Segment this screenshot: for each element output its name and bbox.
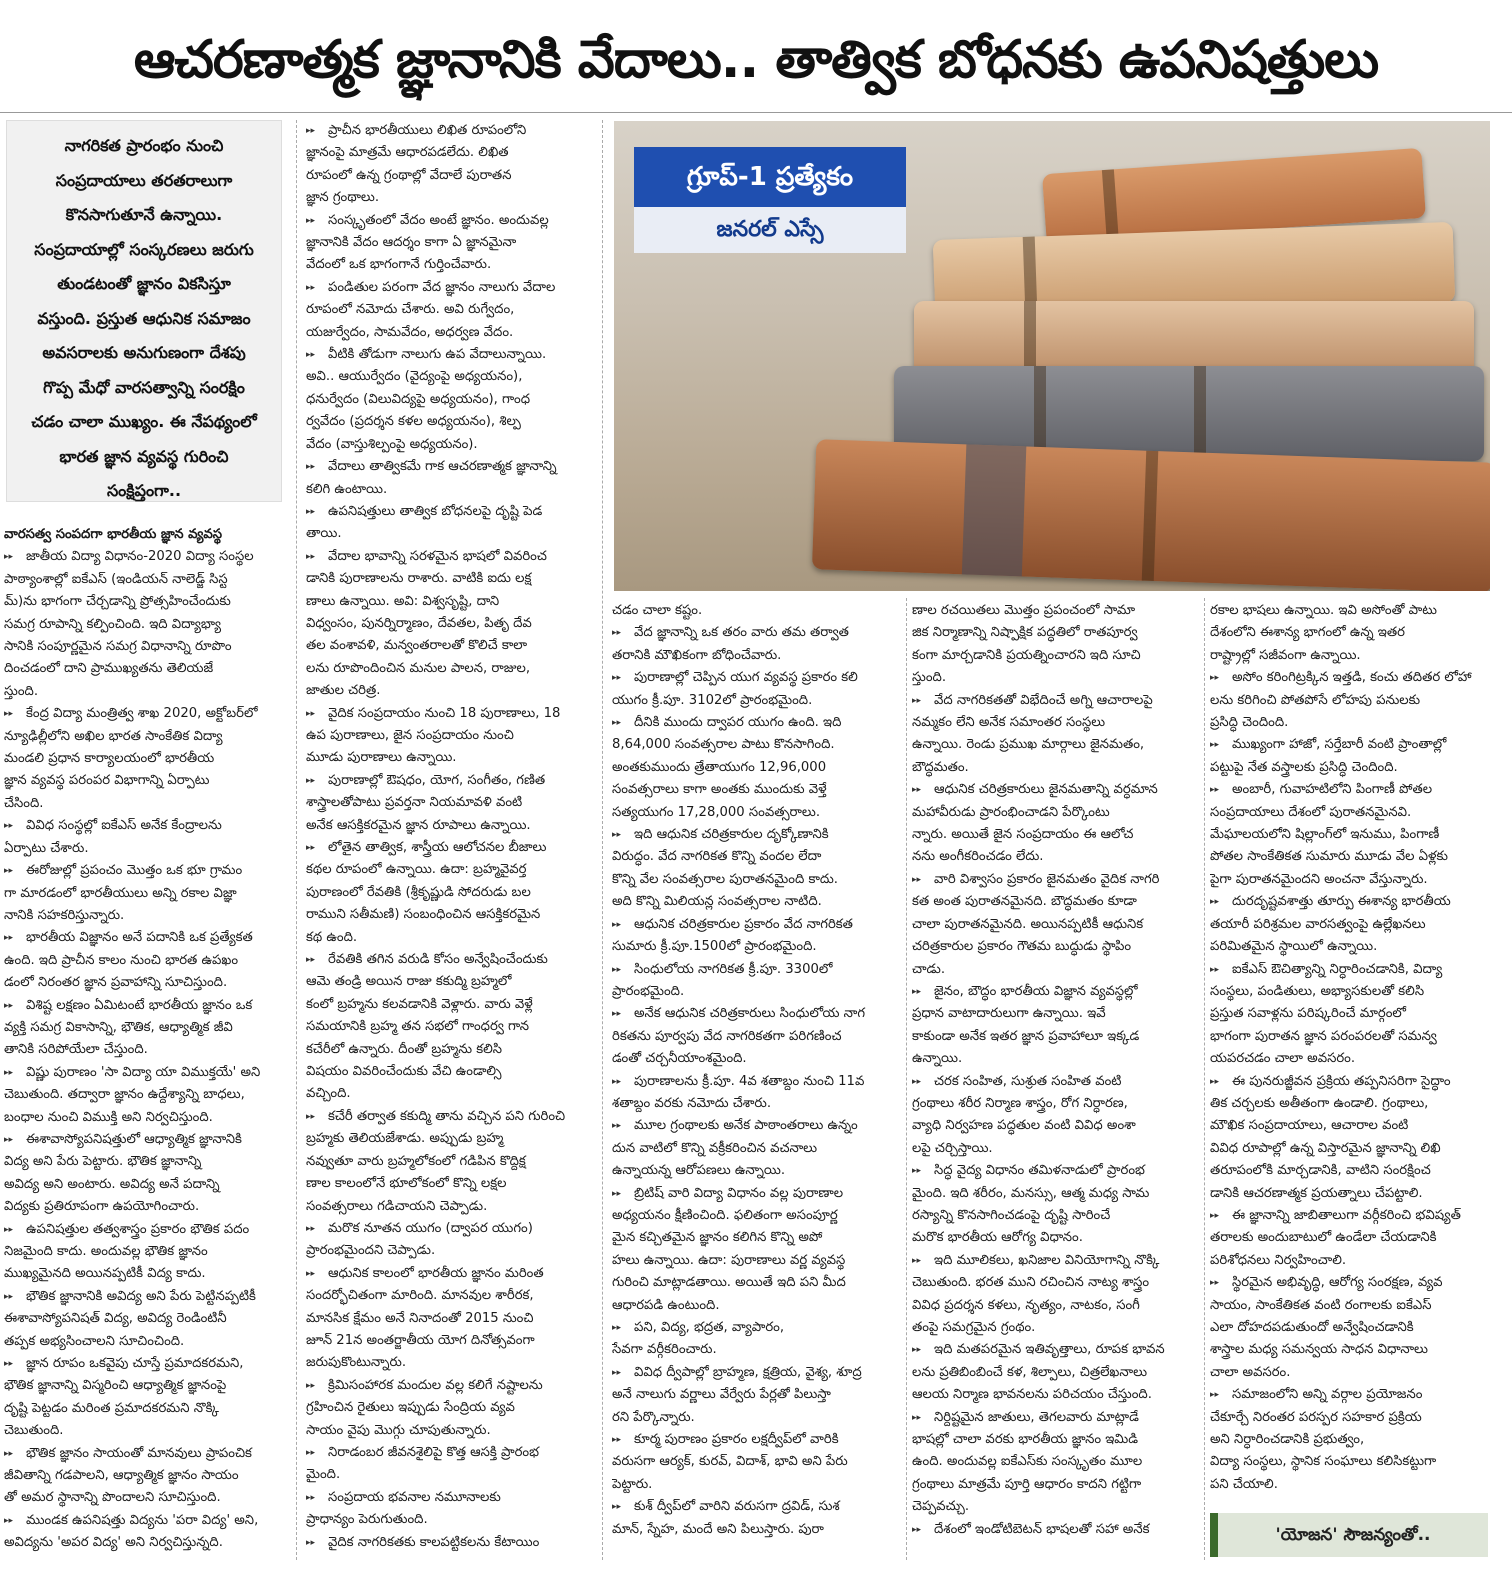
text-line: ▸▸ స్థిరమైన అభివృద్ధి, ఆరోగ్య సంరక్షణ, వ్యవ xyxy=(1210,1272,1494,1294)
intro-line: సంప్రదాయాల్లో సంస్కరణలు జరుగు xyxy=(34,239,254,259)
text-line: ▸▸ ఇది ఆధునిక చరిత్రకారుల దృక్కోణానికి xyxy=(612,824,900,846)
text-line: చాలా పురాతనమైనది. అయినప్పటికీ ఆధునిక xyxy=(912,916,1144,932)
text-line: ▸▸ దేశంలో ఇండోటిబెటన్ భాషలతో సహా అనేక xyxy=(912,1519,1198,1541)
text-line: చెప్పవచ్చు. xyxy=(912,1499,970,1515)
text-line: ప్రాధాన్యం పెరుగుతుంది. xyxy=(306,1512,428,1528)
text-line: గ్రహించిన రైతులు ఇప్పుడు సేంద్రియ వ్యవ xyxy=(306,1400,515,1416)
text-line: డానికి ఆచరణాత్మక ప్రయత్నాలు చేపట్టాలి. xyxy=(1210,1185,1423,1201)
text-line: ▸▸ చరక సంహిత, సుశ్రుత సంహిత వంటి xyxy=(912,1071,1198,1093)
text-line: రాష్ట్రాల్లో సజీవంగా ఉన్నాయి. xyxy=(1210,647,1361,663)
text-line: విషయం వివరించేందుకు వేచి ఉండాల్సి xyxy=(306,1064,502,1080)
text-line: జ్ఞానానికి వేదం ఆదర్శం కాగా ఏ జ్ఞానమైనా xyxy=(306,235,517,251)
text-line: నిజమైంది కాదు. అందువల్ల భౌతిక జ్ఞానం xyxy=(4,1244,208,1259)
text-line: దృష్టి పెట్టడం మరింత ప్రమాదకరమని నొక్కి xyxy=(4,1400,219,1416)
text-line: ▸▸ పండితుల పరంగా వేద జ్ఞానం నాలుగు వేదాల xyxy=(306,277,594,299)
text-line: ▸▸ ఈరోజుల్లో ప్రపంచం మొత్తం ఒక భూ గ్రామం xyxy=(4,860,290,882)
text-line: గా మారడంలో భారతీయులు అన్ని రకాల విజ్ఞా xyxy=(4,885,237,901)
text-line: భౌతిక జ్ఞానాన్ని విస్మరించి ఆధ్యాత్మిక జ్ఞానంపై xyxy=(4,1378,227,1394)
text-line: ప్రారంభమైంది. xyxy=(612,983,685,999)
column-divider xyxy=(1204,598,1205,1560)
text-line: మూడు పురాణాలు ఉన్నాయి. xyxy=(306,750,457,766)
text-line: ▸▸ కుశ్ ద్వీప్‌లో వారిని వరుసగా ద్రవిడ్, సుశ xyxy=(612,1496,900,1518)
text-line: స్తుంది. xyxy=(4,683,39,699)
section-tag xyxy=(634,147,906,253)
text-line: కథ ఉంది. xyxy=(306,929,358,945)
text-line: మహావీరుడు ప్రారంభించాడని పేర్కొంటు xyxy=(912,804,1110,820)
intro-line: చడం చాలా ముఖ్యం. ఈ నేపథ్యంలో xyxy=(31,412,257,431)
text-line: జూన్ 21న అంతర్జాతీయ యోగ దినోత్సవంగా xyxy=(306,1332,535,1348)
text-line: ▸▸ ఉపనిషత్తుల తత్వశాస్త్రం ప్రకారం భౌతిక పదం xyxy=(4,1219,290,1241)
text-line: తాయి. xyxy=(306,526,342,542)
text-line: ▸▸ పురాణాల్లో చెప్పిన యుగ వ్యవస్థ ప్రకారం కలి xyxy=(612,667,900,689)
text-line: మ్)ను భాగంగా చేర్చడాన్ని ప్రోత్సహించేందుకు xyxy=(4,594,231,610)
text-line: లపై చర్చిస్తాయి. xyxy=(912,1140,993,1156)
text-line: మైంది. xyxy=(306,1467,341,1483)
text-line: కొన్ని వేల సంవత్సరాల పురాతనమైంది కాదు. xyxy=(612,871,838,887)
text-line: వివిధ రూపాల్లో ఉన్న విస్తారమైన జ్ఞానాన్ని లిఖి xyxy=(1210,1140,1441,1156)
text-line: ప్రధాన వాటాదారులుగా ఉన్నాయి. ఇవే xyxy=(912,1006,1106,1022)
text-line: బంధాల నుంచి విముక్తి అని నిర్వచిస్తుంది. xyxy=(4,1109,213,1125)
text-line: సాయం, సాంకేతికత వంటి రంగాలకు ఐకేఎస్ xyxy=(1210,1297,1432,1313)
text-line: సుమారు క్రీ.పూ.1500లో ప్రారంభమైంది. xyxy=(612,939,817,955)
text-line: భాగంగా పురాతన జ్ఞాన పరంపరలతో సమన్వ xyxy=(1210,1028,1437,1044)
text-line: వేదం (వాస్తుశిల్పంపై అధ్యయనం). xyxy=(306,436,478,452)
text-line: ▸▸ ముఖ్యంగా హాజో, సర్తేబారీ వంటి ప్రాంతాల్లో xyxy=(1210,734,1494,756)
text-line: పట్టుపై నేత వస్త్రాలకు ప్రసిద్ధి చెందింది. xyxy=(1210,759,1398,775)
text-line: ణాల రచయితలు మొత్తం ప్రపంచంలో సామా xyxy=(912,603,1136,618)
text-line: తిక చర్చలకు అతీతంగా ఉండాలి. గ్రంథాలు, xyxy=(1210,1095,1429,1111)
text-line: చెబుతుంది. తద్వారా జ్ఞానం ఉద్దేశ్యాన్ని బాధలు, xyxy=(4,1087,245,1103)
credit-box: 'యోజన' సౌజన్యంతో.. xyxy=(1210,1513,1488,1557)
text-line: ▸▸ సింధులోయ నాగరికత క్రీ.పూ. 3300లో xyxy=(612,959,900,981)
text-line: శతాబ్దం వరకు నమోదు చేశారు. xyxy=(612,1095,772,1111)
text-line: తానికి సరిపోయేలా చేస్తుంది. xyxy=(4,1042,148,1058)
text-line: అవి.. ఆయుర్వేదం (వైద్యంపై అధ్యయనం), xyxy=(306,369,523,385)
book xyxy=(812,439,1490,591)
text-line: తరాలకు అందుబాటులో ఉండేలా చేయడానికి xyxy=(1210,1230,1437,1246)
text-line: జ్ఞానంపై మాత్రమే ఆధారపడలేదు. లిఖిత xyxy=(306,145,509,161)
subheading: వారసత్వ సంపదగా భారతీయ జ్ఞాన వ్యవస్థ xyxy=(4,527,223,542)
text-line: జాతుల చరిత్ర. xyxy=(306,683,381,699)
intro-line: అవసరాలకు అనుగుణంగా దేశపు xyxy=(42,343,246,362)
text-line: ▸▸ వేద నాగరికతతో విభేదించే అగ్ని ఆచారాలపై xyxy=(912,690,1198,712)
text-line: ఆధారపడి ఉంటుంది. xyxy=(612,1297,720,1313)
text-line: ▸▸ ప్రాచీన భారతీయులు లిఖిత రూపంలోని xyxy=(306,120,594,142)
text-line: తప్పక అభ్యసించాలని సూచించింది. xyxy=(4,1333,185,1349)
text-line: వచ్చింది. xyxy=(306,1086,351,1102)
text-line: రూపంలో ఉన్న గ్రంథాల్లో వేదాలే పురాతన xyxy=(306,167,512,183)
text-line: కాకుండా అనేక ఇతర జ్ఞాన ప్రవాహాలూ ఇక్కడ xyxy=(912,1028,1140,1044)
tag-title: గ్రూప్-1 ప్రత్యేకం xyxy=(634,147,906,207)
intro-line: సంక్షిప్తంగా.. xyxy=(106,481,182,500)
text-line: ▸▸ లోతైన తాత్విక, శాస్త్రీయ ఆలోచనల బీజాలు xyxy=(306,837,594,859)
text-line: సంవత్సరాలు గడిచాయని చెప్పాడు. xyxy=(306,1198,488,1214)
text-line: రకాల భాషలు ఉన్నాయి. ఇవి అసోంతో పాటు xyxy=(1210,603,1437,618)
text-line: విద్య అని పేరు పెట్టారు. భౌతిక జ్ఞానాన్ని xyxy=(4,1154,202,1170)
text-line: పని చేయాలి. xyxy=(1210,1476,1278,1492)
text-line: గురించి మాట్లాడతాయి. అయితే ఇది పని మీద xyxy=(612,1275,846,1291)
text-line: గ్రంథాలు మాత్రమే పూర్తి ఆధారం కాదని గట్టిగా xyxy=(912,1476,1142,1492)
intro-box xyxy=(6,120,282,502)
text-line: పెట్టారు. xyxy=(612,1476,653,1492)
text-line: ఎలా దోహదపడుతుందో అన్వేషించడానికి xyxy=(1210,1320,1414,1335)
text-line: వ్యక్తి సమగ్ర వికాసాన్ని, భౌతిక, ఆధ్యాత్మిక జీవి xyxy=(4,1019,233,1035)
text-line: కంగా మార్చడానికి ప్రయత్నించారని ఇది సూచి xyxy=(912,647,1141,663)
text-line: ▸▸ ముండక ఉపనిషత్తు విద్యను 'పరా విద్య' అని, xyxy=(4,1510,290,1532)
text-line: ర్వవేదం (ప్రదర్శన కళల అధ్యయనం), శిల్ప xyxy=(306,414,521,430)
text-line: ప్రారంభమైందని చెప్పాడు. xyxy=(306,1243,436,1259)
text-line: ఉంది. ఇది ప్రాచీన కాలం నుంచి భారత ఉపఖం xyxy=(4,952,239,968)
text-line: పోతల సాంకేతికత సుమారు మూడు వేల ఏళ్లకు xyxy=(1210,849,1448,865)
text-line: ప్రస్తుత సవాళ్లను పరిష్కరించే మార్గంలో xyxy=(1210,1006,1406,1022)
headline: ఆచరణాత్మక జ్ఞానానికి వేదాలు.. తాత్విక బోధనకు ఉపనిషత్తులు xyxy=(133,30,1379,90)
text-line: ▸▸ వేదాల భావాన్ని సరళమైన భాషలో వివరించ xyxy=(306,546,594,568)
text-line: సమగ్ర రూపాన్ని కల్పించింది. ఇది విద్యాభ్యా xyxy=(4,616,222,632)
text-line: డానికి పురాణాలను రాశారు. వాటికి ఐదు లక్ష xyxy=(306,571,532,587)
intro-line: కొనసాగుతూనే ఉన్నాయి. xyxy=(65,205,223,224)
text-line: నవ్వుతూ వారు బ్రహ్మలోకంలో గడిపిన కొద్దిక్ష xyxy=(306,1153,526,1169)
text-line: మరొక భారతీయ ఆరోగ్య విధానం. xyxy=(912,1230,1083,1246)
text-line: కలిగి ఉంటాయి. xyxy=(306,481,388,497)
text-line: జరుపుకొంటున్నారు. xyxy=(306,1355,407,1371)
text-line: ఉన్నాయి. xyxy=(912,1051,963,1067)
intro-line: తుండటంతో జ్ఞానం వికసిస్తూ xyxy=(57,274,231,293)
text-line: సేవగా వర్గీకరించారు. xyxy=(612,1342,717,1358)
text-line: ▸▸ అసోం కరింగిట్రక్కిన ఇత్తడి, కంచు తదితర లోహా xyxy=(1210,667,1494,689)
text-line: ఉప పురాణాలు, జైన సంప్రదాయం నుంచి xyxy=(306,727,514,743)
text-line: ▸▸ వారి విశ్వాసం ప్రకారం జైనమతం వైదిక నాగరి xyxy=(912,869,1198,891)
text-line: సానికి సంపూర్ణమైన సమగ్ర విధానాన్ని రూపొం xyxy=(4,639,232,655)
text-line: అని నిర్ధారించడానికి ప్రభుత్వం, xyxy=(1210,1432,1365,1448)
text-line: ▸▸ విశిష్ట లక్షణం ఏమిటంటే భారతీయ జ్ఞానం ఒక xyxy=(4,995,290,1017)
text-line: దేశంలోని ఈశాన్య భాగంలో ఉన్న ఇతర xyxy=(1210,625,1405,641)
text-line: పైగా పురాతనమైందని అంచనా వేస్తున్నారు. xyxy=(1210,871,1428,887)
text-line: ▸▸ భౌతిక జ్ఞానానికి అవిద్య అని పేరు పెట్టినప్పటికీ xyxy=(4,1286,290,1308)
text-line: ▸▸ మూల గ్రంథాలకు అనేక పాఠాంతరాలు ఉన్నం xyxy=(612,1115,900,1137)
text-line: ▸▸ సంస్కృతంలో వేదం అంటే జ్ఞానం. అందువల్ల xyxy=(306,210,594,232)
text-line: అనే నాలుగు వర్ణాలు వేర్వేరు పేర్లతో పిలుస్తా xyxy=(612,1387,831,1403)
text-line: ▸▸ ఐకేఎస్ ఔచిత్యాన్ని నిర్ధారించడానికి, విద్యా xyxy=(1210,959,1494,981)
text-line: రూపంలో నమోదు చేశారు. అవి రుగ్వేదం, xyxy=(306,302,515,318)
text-line: నమ్మకం లేని అనేక సమాంతర సంస్థలు xyxy=(912,715,1106,731)
text-column-1 xyxy=(4,524,290,1564)
text-line: కథల రూపంలో ఉన్నాయి. ఉదా: బ్రహ్మవైవర్త xyxy=(306,862,527,878)
text-line: డంతో చర్చనీయాంశమైంది. xyxy=(612,1051,747,1067)
text-line: 8,64,000 సంవత్సరాల పాటు కొనసాగింది. xyxy=(612,737,835,753)
text-line: అది కొన్ని మిలియన్ల సంవత్సరాల నాటిది. xyxy=(612,894,822,910)
headline-rule xyxy=(0,112,1512,113)
text-line: మానసిక క్షేమం అనే నినాదంతో 2015 నుంచి xyxy=(306,1310,534,1326)
text-column-3 xyxy=(612,600,900,1564)
text-line: రస్యాన్ని కొనసాగించడంపై దృష్టి సారించే xyxy=(912,1207,1111,1223)
text-line: అంతకుముందు త్రేతాయుగం 12,96,000 xyxy=(612,759,827,775)
column-divider xyxy=(296,120,297,1560)
text-line: ▸▸ జాతీయ విద్యా విధానం-2020 విద్యా సంస్థల xyxy=(4,546,290,568)
text-line: గ్రంథాలు శరీర నిర్మాణ శాస్త్రం, రోగ నిర్ధారణ, xyxy=(912,1095,1128,1111)
text-line: ▸▸ కచేరీ తర్వాత కకుద్మి తాను వచ్చిన పని గురించి xyxy=(306,1106,594,1128)
text-line: చేకూర్చే నిరంతర పరస్పర సహకార ప్రక్రియ xyxy=(1210,1409,1422,1425)
text-line: ▸▸ వేదాలు తాత్వికమే గాక ఆచరణాత్మక జ్ఞానాన్ని xyxy=(306,456,594,478)
text-line: సాయం వైపు మొగ్గు చూపుతున్నారు. xyxy=(306,1422,491,1438)
text-line: కంలో బ్రహ్మను కలవడానికి వెళ్లారు. వారు వెళ్లే xyxy=(306,996,533,1012)
text-line: అధ్యయనం క్షీణించింది. ఫలితంగా అసంపూర్ణ xyxy=(612,1207,838,1223)
text-line: ఈశావాస్యోపనిషత్ విద్య, అవిద్య రెండింటినీ xyxy=(4,1311,227,1327)
text-line: చడం చాలా కష్టం. xyxy=(612,603,703,618)
text-line: లను కరిగించి పోతపోసే లోహపు పనులకు xyxy=(1210,692,1421,708)
intro-line: భారత జ్ఞాన వ్యవస్థ గురించి xyxy=(59,446,229,466)
text-line: చెబుతుంది. xyxy=(4,1423,64,1439)
text-line: ఉంది. అందువల్ల ఐకేఎస్‌కు సంస్కృతం మూల xyxy=(912,1454,1143,1470)
text-column-2 xyxy=(306,120,594,1564)
text-line: దించడంలో దాని ప్రాముఖ్యతను తెలియజే xyxy=(4,661,214,677)
text-line: సంస్థలు, పండితులు, అభ్యాసకులతో కలిసి xyxy=(1210,983,1425,999)
text-line: ▸▸ దీనికి ముందు ద్వాపర యుగం ఉంది. ఇది xyxy=(612,712,900,734)
text-line: తరానికి మౌఖికంగా బోధించేవారు. xyxy=(612,647,782,663)
text-line: నను అంగీకరించడం లేదు. xyxy=(912,849,1044,865)
text-line: ధనుర్వేదం (విలువిద్యపై అధ్యయనం), గాంధ xyxy=(306,391,531,407)
text-line: విధ్వంసం, పునర్నిర్మాణం, దేవతల, పితృ దేవ xyxy=(306,615,532,631)
text-line: ▸▸ ఆధునిక చరిత్రకారులు జైనమతాన్ని వర్ధమాన xyxy=(912,779,1198,801)
text-line: ▸▸ జైనం, బౌద్ధం భారతీయ విజ్ఞాన వ్యవస్థల్లో xyxy=(912,981,1198,1003)
text-line: ▸▸ సిద్ధ వైద్య విధానం తమిళనాడులో ప్రారంభ xyxy=(912,1160,1198,1182)
text-line: న్యూఢిల్లీలోని అఖిల భారత సాంకేతిక విద్యా xyxy=(4,728,223,744)
text-line: ▸▸ ఇది మూలికలు, ఖనిజాల వినియోగాన్ని నొక్కి xyxy=(912,1250,1198,1272)
text-line: ణాల కాలంలోనే భూలోకంలో కొన్ని లక్షల xyxy=(306,1176,507,1192)
text-line: రాముని సతీమణి) సంబంధించిన ఆసక్తికరమైన xyxy=(306,907,541,923)
text-line: లను ప్రతిబింబించే కళ, శిల్పాలు, చిత్రలేఖనాలు xyxy=(912,1364,1148,1380)
intro-line: వస్తుంది. ప్రస్తుత ఆధునిక సమాజం xyxy=(37,308,251,328)
text-column-4 xyxy=(912,600,1198,1564)
text-line: సందర్భోచితంగా మారింది. మానవుల శారీరక, xyxy=(306,1288,534,1304)
text-line: మైంది. ఇది శరీరం, మనస్సు, ఆత్మ మధ్య సామ xyxy=(912,1185,1150,1201)
text-line: చాడు. xyxy=(912,961,946,977)
text-line: ▸▸ ఈశావాస్యోపనిషత్తులో ఆధ్యాత్మిక జ్ఞానానికి xyxy=(4,1129,290,1151)
text-line: విద్యకు ప్రతిరూపంగా ఉపయోగించారు. xyxy=(4,1199,200,1215)
text-line: మండలి ప్రధాన కార్యాలయంలో భారతీయ xyxy=(4,751,215,767)
text-line: జిక నిర్మాణాన్ని నిష్పాక్షిక పద్ధతిలో రాతపూర్వ xyxy=(912,625,1138,641)
tag-subtitle: జనరల్ ఎస్సే xyxy=(634,207,906,253)
text-line: ▸▸ మరొక నూతన యుగం (ద్వాపర యుగం) xyxy=(306,1218,594,1240)
text-line: లను రూపొందించిన మనుల పాలన, రాజుల, xyxy=(306,660,531,676)
text-line: ▸▸ నిరాడంబర జీవనశైలిపై కొత్త ఆసక్తి ప్రారంభ xyxy=(306,1442,594,1464)
text-line: తయారీ పరిశ్రమల వారసత్వంపై ఉల్లేఖనలు xyxy=(1210,916,1426,932)
text-line: బ్రహ్మకు తెలియజేశాడు. అప్పుడు బ్రహ్మ xyxy=(306,1131,504,1147)
text-line: ▸▸ వైదిక నాగరికతకు కాలపట్టికలను కేటాయిం xyxy=(306,1532,594,1554)
text-line: ▸▸ దురదృష్టవశాత్తు తూర్పు ఈశాన్య భారతీయ xyxy=(1210,891,1494,913)
text-line: ▸▸ కూర్మ పురాణం ప్రకారం లక్షద్వీప్‌లో వారికి xyxy=(612,1429,900,1451)
text-line: ▸▸ వివిధ ద్వీపాల్లో బ్రాహ్మణ, క్షత్రియ, వైశ్య, శూద్ర xyxy=(612,1362,900,1384)
text-line: ▸▸ కేంద్ర విద్యా మంత్రిత్వ శాఖ 2020, అక్టోబర్‌లో xyxy=(4,703,290,725)
text-line: ▸▸ పని, విద్య, భద్రత, వ్యాపారం, xyxy=(612,1317,900,1339)
text-line: ప్రసిద్ధి చెందింది. xyxy=(1210,715,1289,731)
text-line: ▸▸ అనేక ఆధునిక చరిత్రకారులు సింధులోయ నాగ xyxy=(612,1003,900,1025)
text-column-5 xyxy=(1210,600,1494,1510)
text-line: తో అమర స్థానాన్ని పొందాలని సూచిస్తుంది. xyxy=(4,1490,221,1506)
text-line: ▸▸ ఇది మతపరమైన ఇతివృత్తాలు, రూపక భావన xyxy=(912,1339,1198,1361)
text-line: విరుద్ధం. వేద నాగరికత కొన్ని వందల లేదా xyxy=(612,849,822,865)
text-line: ▸▸ జ్ఞాన రూపం ఒకవైపు చూస్తే ప్రమాదకరమని, xyxy=(4,1353,290,1375)
book xyxy=(914,301,1474,376)
text-line: సత్యయుగం 17,28,000 సంవత్సరాలు. xyxy=(612,804,821,820)
text-line: ▸▸ పురాణాల్లో ఔషధం, యోగ, సంగీతం, గణిత xyxy=(306,770,594,792)
intro-line: గొప్ప మేధో వారసత్వాన్ని సంరక్షిం xyxy=(43,377,245,397)
text-line: తంపై సమగ్రమైన గ్రంథం. xyxy=(912,1320,1036,1335)
text-line: చేసింది. xyxy=(4,795,44,811)
text-line: కచేరీలో ఉన్నారు. దీంతో బ్రహ్మను కలిసి xyxy=(306,1041,503,1057)
text-line: పరిమితమైన స్థాయిలో ఉన్నాయి. xyxy=(1210,939,1378,955)
text-line: ▸▸ నిర్దిష్టమైన జాతులు, తెగలవారు మాట్లాడే xyxy=(912,1407,1198,1429)
text-line: జీవితాన్ని గడపాలని, ఆధ్యాత్మిక జ్ఞానం సాయం xyxy=(4,1468,239,1484)
text-line: పురాణంలో రేవతికి (శ్రీకృష్ణుడి సోదరుడు బల xyxy=(306,884,531,900)
text-line: డంలో నిరంతర జ్ఞాన ప్రవాహాన్ని సూచిస్తుంది. xyxy=(4,975,228,991)
text-line: ▸▸ విష్ణు పురాణం 'సా విద్యా యా విముక్తయే' అని xyxy=(4,1062,290,1084)
text-line: ఏర్పాటు చేశారు. xyxy=(4,840,89,856)
text-line: శాస్త్రాలతోపాటు ప్రవర్తనా నియమావళి వంటి xyxy=(306,795,523,811)
text-line: నానికి సహకరిస్తున్నారు. xyxy=(4,907,125,923)
text-line: ▸▸ సంప్రదాయ భవనాల నమూనాలకు xyxy=(306,1487,594,1509)
text-line: వివిధ ప్రదర్శన కళలు, నృత్యం, నాటకం, సంగీ xyxy=(912,1297,1140,1313)
text-line: ఉన్నాయి. రెండు ప్రముఖ మార్గాలు జైనమతం, xyxy=(912,737,1145,753)
text-line: అవిద్యను 'అపర విద్య' అని నిర్వచిస్తున్నది. xyxy=(4,1535,223,1551)
text-line: యుగం క్రీ.పూ. 3102లో ప్రారంభమైంది. xyxy=(612,692,813,708)
text-line: ▸▸ వివిధ సంస్థల్లో ఐకేఎస్ అనేక కేంద్రాలను xyxy=(4,815,290,837)
text-line: న్నారు. అయితే జైన సంప్రదాయం ఈ ఆలోచ xyxy=(912,827,1134,843)
text-line: చెబుతుంది. భరత ముని రచించిన నాట్య శాస్త్రం xyxy=(912,1275,1150,1291)
text-line: ముఖ్యమైనది అయినప్పటికీ విద్య కాదు. xyxy=(4,1266,206,1282)
text-line: కత అంత పురాతనమైనది. బౌద్ధమతం కూడా xyxy=(912,894,1137,910)
text-line: విద్యా సంస్థలు, స్థానిక సంఘాలు కలిసికట్టుగా xyxy=(1210,1454,1437,1470)
text-line: జ్ఞాన గ్రంథాలు. xyxy=(306,190,380,206)
intro-line: నాగరికత ప్రారంభం నుంచి xyxy=(64,136,224,155)
text-line: ▸▸ ఆధునిక చరిత్రకారుల ప్రకారం వేద నాగరికత xyxy=(612,914,900,936)
text-line: వ్యాధి నిర్వహణ పద్ధతుల వంటి వివిధ అంశా xyxy=(912,1118,1136,1134)
text-line: సమయానికి బ్రహ్మ తన సభలో గాంధర్వ గాన xyxy=(306,1019,530,1035)
text-line: దున వాటిలో కొన్ని వక్రీకరించిన వచనాలు xyxy=(612,1140,818,1156)
text-line: భాషల్లో చాలా వరకు భారతీయ జ్ఞానం ఇమిడి xyxy=(912,1432,1139,1448)
text-line: ▸▸ భౌతిక జ్ఞానం సాయంతో మానవులు ప్రాపంచిక xyxy=(4,1443,290,1465)
text-line: రని పేర్కొన్నారు. xyxy=(612,1409,695,1425)
column-divider xyxy=(602,120,603,1560)
text-line: అనేక ఆసక్తికరమైన జ్ఞాన రూపాలు ఉన్నాయి. xyxy=(306,817,531,833)
text-line: మాన్, స్నేహ, మందే అని పిలుస్తారు. పురా xyxy=(612,1521,824,1537)
text-line: చాలా అవసరం. xyxy=(1210,1364,1291,1380)
text-line: ఆమె తండ్రి అయిన రాజు కకుద్మి బ్రహ్మలో xyxy=(306,974,512,990)
text-line: ▸▸ పురాణాలను క్రీ.పూ. 4వ శతాబ్దం నుంచి 11వ xyxy=(612,1071,900,1093)
text-line: ఉన్నాయన్న ఆరోపణలు ఉన్నాయి. xyxy=(612,1163,786,1179)
text-line: తల వంశావళి, మన్వంతరాలతో కొలిచే కాలా xyxy=(306,638,528,654)
text-line: యపరచడం చాలా అవసరం. xyxy=(1210,1051,1356,1067)
text-line: యజుర్వేదం, సామవేదం, అధర్వణ వేదం. xyxy=(306,324,514,340)
text-line: ▸▸ ఈ పునరుజ్జీవన ప్రక్రియ తప్పనిసరిగా సైద్ధాం xyxy=(1210,1071,1494,1093)
text-line: ▸▸ వీటికి తోడుగా నాలుగు ఉప వేదాలున్నాయి. xyxy=(306,344,594,366)
text-line: ▸▸ సమాజంలోని అన్ని వర్గాల ప్రయోజనం xyxy=(1210,1384,1494,1406)
text-line: రికతను పూర్వపు వేద నాగరికతగా పరిగణించ xyxy=(612,1028,842,1044)
text-line: శాస్త్రాల మధ్య సమన్వయ సాధన విధానాలు xyxy=(1210,1342,1428,1358)
column-divider xyxy=(906,598,907,1560)
text-line: స్తుంది. xyxy=(912,670,947,686)
text-line: పరిశోధనలు నిర్వహించాలి. xyxy=(1210,1252,1347,1268)
text-line: ణాలు ఉన్నాయి. అవి: విశ్వసృష్టి, దాని xyxy=(306,593,500,609)
text-line: తరూపంలోకి మార్చడానికి, వాటిని సంరక్షించ xyxy=(1210,1163,1431,1179)
text-line: ▸▸ క్రిమిసంహారక మందుల వల్ల కలిగే నష్టాలను xyxy=(306,1375,594,1397)
text-line: మైన కచ్చితమైన జ్ఞానం కలిగిన కొన్ని అపో xyxy=(612,1230,823,1246)
text-line: మేఘాలయలోని షిల్లాంగ్‌లో ఇనుము, పింగాణీ xyxy=(1210,827,1440,843)
text-line: ▸▸ బ్రిటిష్ వారి విద్యా విధానం వల్ల పురాణాల xyxy=(612,1183,900,1205)
text-line: ▸▸ భారతీయ విజ్ఞానం అనే పదానికి ఒక ప్రత్యేకత xyxy=(4,927,290,949)
text-line: ▸▸ ఈ జ్ఞానాన్ని జాబితాలుగా వర్గీకరించి భవిష్యత్ xyxy=(1210,1205,1494,1227)
text-line: ▸▸ వేద జ్ఞానాన్ని ఒక తరం వారు తమ తర్వాత xyxy=(612,622,900,644)
text-line: ▸▸ ఉపనిషత్తులు తాత్విక బోధనలపై దృష్టి పెడ xyxy=(306,501,594,523)
text-line: హలు ఉన్నాయి. ఉదా: పురాణాలు వర్ణ వ్యవస్థ xyxy=(612,1252,846,1268)
text-line: ఆలయ నిర్మాణ భావనలను పరిచయం చేస్తుంది. xyxy=(912,1387,1152,1403)
text-line: ▸▸ వైదిక సంప్రదాయం నుంచి 18 పురాణాలు, 18 xyxy=(306,703,594,725)
text-line: సంవత్సరాలు కాగా అంతకు ముందుకు వెళ్తే xyxy=(612,782,827,798)
text-line: చరిత్రకారుల ప్రకారం గౌతమ బుద్ధుడు స్థాపిం xyxy=(912,939,1132,955)
text-line: ▸▸ రేవతికి తగిన వరుడి కోసం అన్వేషించేందుకు xyxy=(306,949,594,971)
text-line: జ్ఞాన వ్యవస్థ పరంపర విభాగాన్ని ఏర్పాటు xyxy=(4,773,210,789)
text-line: వరుసగా ఆర్యక్, కురవ్, విదాశ్, భావి అని పేరు xyxy=(612,1454,848,1470)
text-line: అవిద్య అని అంటారు. అవిద్య అనే పదాన్ని xyxy=(4,1176,220,1192)
text-line: ▸▸ ఆధునిక కాలంలో భారతీయ జ్ఞానం మరింత xyxy=(306,1263,594,1285)
text-line: బౌద్ధమతం. xyxy=(912,759,969,775)
text-line: మౌఖిక సంప్రదాయాలు, ఆచారాల వంటి xyxy=(1210,1118,1409,1134)
intro-line: సంప్రదాయాలు తరతరాలుగా xyxy=(55,170,233,190)
text-line: వేదంలో ఒక భాగంగానే గుర్తించేవారు. xyxy=(306,257,492,273)
text-line: సంప్రదాయాలు దేశంలో పురాతనమైనవి. xyxy=(1210,804,1412,820)
text-line: ▸▸ అంబారీ, గువాహటిలోని పింగాణీ పోతల xyxy=(1210,779,1494,801)
text-line: పాఠ్యాంశాల్లో ఐకేఎస్ (ఇండియన్ నాలెడ్జ్ సిస్ట xyxy=(4,571,228,587)
